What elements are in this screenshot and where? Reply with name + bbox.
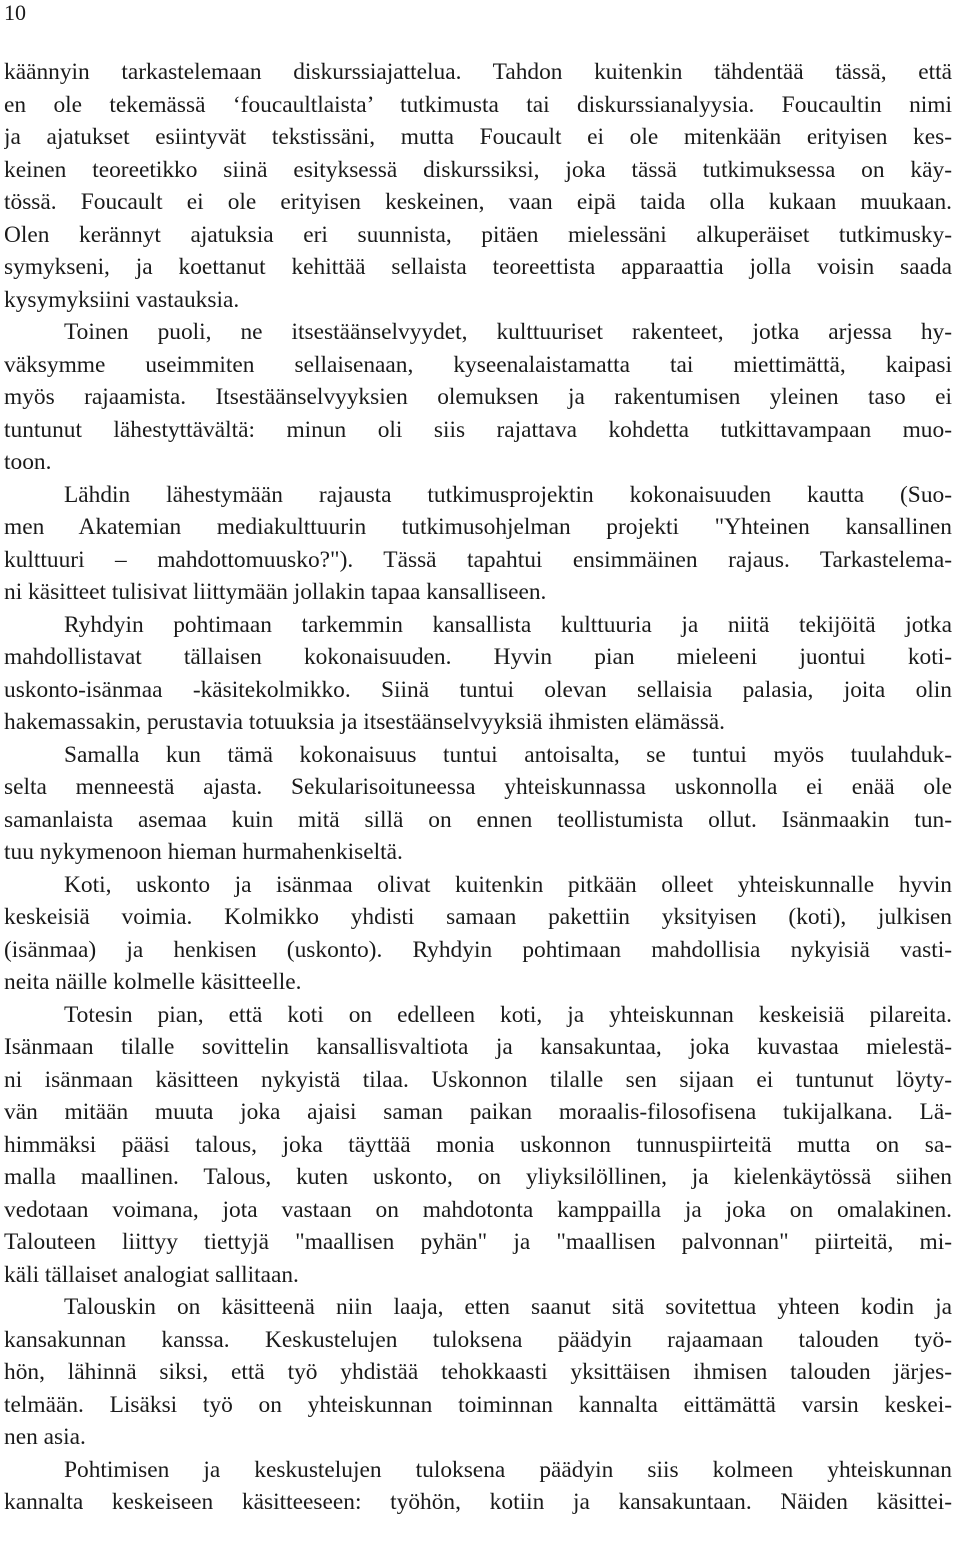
text-line: tuu nykymenoon hieman hurmahenkiseltä. [4, 839, 403, 865]
text-line: hakemassakin, perustavia totuuksia ja itsestäänselvyyksiä ihmisten elämässä. [4, 709, 726, 735]
text-line: Isänmaan tilalle sovittelin kansallisvaltiota ja kansakuntaa, joka kuvastaa mielestä- [4, 1034, 952, 1060]
text-line: telmään. Lisäksi työ on yhteiskunnan toiminnan kannalta eittämättä varsin keskei- [4, 1391, 952, 1418]
text-line: ni isänmaan käsitteen nykyistä tilaa. Uskonnon tilalle sen sijaan ei tuntunut löyty- [4, 1066, 952, 1093]
text-line: hön, lähinnä siksi, että työ yhdistää tehokkaasti yksittäisen ihmisen talouden järjes- [4, 1359, 952, 1385]
text-line: (isänmaa) ja henkisen (uskonto). Ryhdyin pohtimaan mahdollisia nykyisiä vasti- [4, 936, 952, 963]
text-line: kansakunnan kanssa. Keskustelujen tuloksena päädyin rajaamaan talouden työ- [4, 1326, 952, 1353]
text-line: keinen teoreetikko siinä esityksessä diskurssiksi, joka tässä tutkimuksessa on käy- [4, 156, 952, 183]
text-line: kysymyksiini vastauksia. [4, 286, 240, 313]
text-line: käli tällaiset analogiat sallitaan. [4, 1261, 299, 1288]
page-number: 10 [4, 0, 26, 25]
text-line: käännyin tarkastelemaan diskurssiajattelua. Tahdon kuitenkin tähdentää tässä, että [4, 59, 952, 85]
text-line: himmäksi pääsi talous, joka täyttää monia uskonnon tunnuspiirteitä mutta on sa- [4, 1131, 952, 1158]
paragraph-first-line: Talouskin on käsitteenä niin laaja, etten saanut sitä sovitettua yhteen kodin ja [64, 1294, 952, 1320]
text-line: symykseni, ja koettanut kehittää sellaista teoreettista apparaattia jolla voisin saada [4, 254, 952, 280]
text-line: väksymme useimmiten sellaisenaan, kyseenalaistamatta tai miettimättä, kaipasi [4, 351, 952, 378]
text-line: ja ajatukset esiintyvät tekstissäni, mutta Foucault ei ole mitenkään erityisen kes- [4, 124, 952, 150]
paragraph-first-line: Lähdin lähestymään rajausta tutkimusprojektin kokonaisuuden kautta (Suo- [64, 481, 952, 508]
text-line: vedotaan voimana, jota vastaan on mahdotonta kamppailla ja joka on omalakinen. [4, 1196, 952, 1223]
text-line: Talouteen liittyy tiettyjä "maallisen pyhän" ja "maallisen palvonnan" piirteitä, mi- [4, 1229, 952, 1255]
body-text [4, 56, 952, 1519]
text-line: myös rajaamista. Itsestäänselvyyksien olemuksen ja rakentumisen yleinen taso ei [4, 384, 952, 410]
text-line: vän mitään muuta joka ajaisi saman paikan moraalis-filosofisena tukijalkana. Lä- [4, 1099, 952, 1125]
text-line: tössä. Foucault ei ole erityisen keskeinen, vaan eipä taida olla kukaan muukaan. [4, 189, 952, 215]
text-line: malla maallinen. Talous, kuten uskonto, on yliyksilöllinen, ja kielenkäytössä siihen [4, 1164, 952, 1190]
paragraph-first-line: Totesin pian, että koti on edelleen koti, ja yhteiskunnan keskeisiä pilareita. [64, 1001, 952, 1028]
paragraph-first-line: Koti, uskonto ja isänmaa olivat kuitenkin pitkään olleet yhteiskunnalle hyvin [64, 871, 952, 898]
text-line: kannalta keskeiseen käsitteeseen: työhön, kotiin ja kansakuntaan. Näiden käsittei- [4, 1489, 952, 1515]
paragraph-first-line: Toinen puoli, ne itsestäänselvyydet, kulttuuriset rakenteet, jotka arjessa hy- [64, 319, 952, 345]
text-line: men Akatemian mediakulttuurin tutkimusohjelman projekti "Yhteinen kansallinen [4, 514, 952, 540]
text-line: toon. [4, 449, 52, 475]
text-line: nen asia. [4, 1424, 86, 1450]
text-line: ni käsitteet tulisivat liittymään jollakin tapaa kansalliseen. [4, 579, 547, 605]
text-line: keskeisiä voimia. Kolmikko yhdisti samaan pakettiin yksityisen (koti), julkisen [4, 904, 952, 930]
text-line: neita näille kolmelle käsitteelle. [4, 969, 302, 995]
text-line: uskonto-isänmaa -käsitekolmikko. Siinä tuntui olevan sellaisia palasia, joita olin [4, 676, 952, 703]
text-line: samanlaista asemaa kuin mitä sillä on ennen teollistumista ollut. Isänmaakin tun- [4, 806, 952, 833]
text-line: selta menneestä ajasta. Sekularisoituneessa yhteiskunnassa uskonnolla ei enää ole [4, 774, 952, 800]
text-line: kulttuuri – mahdottomuusko?"). Tässä tapahtui ensimmäinen rajaus. Tarkastelema- [4, 546, 952, 573]
text-line: Olen kerännyt ajatuksia eri suunnista, pitäen mielessäni alkuperäiset tutkimusky- [4, 221, 952, 248]
text-line: mahdollistavat tällaisen kokonaisuuden. Hyvin pian mieleeni juontui koti- [4, 644, 952, 670]
paragraph-first-line: Pohtimisen ja keskustelujen tuloksena päädyin siis kolmeen yhteiskunnan [64, 1456, 952, 1483]
text-line: tuntunut lähestyttävältä: minun oli siis rajattava kohdetta tutkittavampaan muo- [4, 416, 952, 443]
text-line: en ole tekemässä ‘foucaultlaista’ tutkimusta tai diskurssianalyysia. Foucaultin nimi [4, 91, 952, 118]
paragraph-first-line: Ryhdyin pohtimaan tarkemmin kansallista kulttuuria ja niitä tekijöitä jotka [64, 611, 952, 638]
paragraph-first-line: Samalla kun tämä kokonaisuus tuntui antoisalta, se tuntui myös tuulahduk- [64, 741, 952, 768]
